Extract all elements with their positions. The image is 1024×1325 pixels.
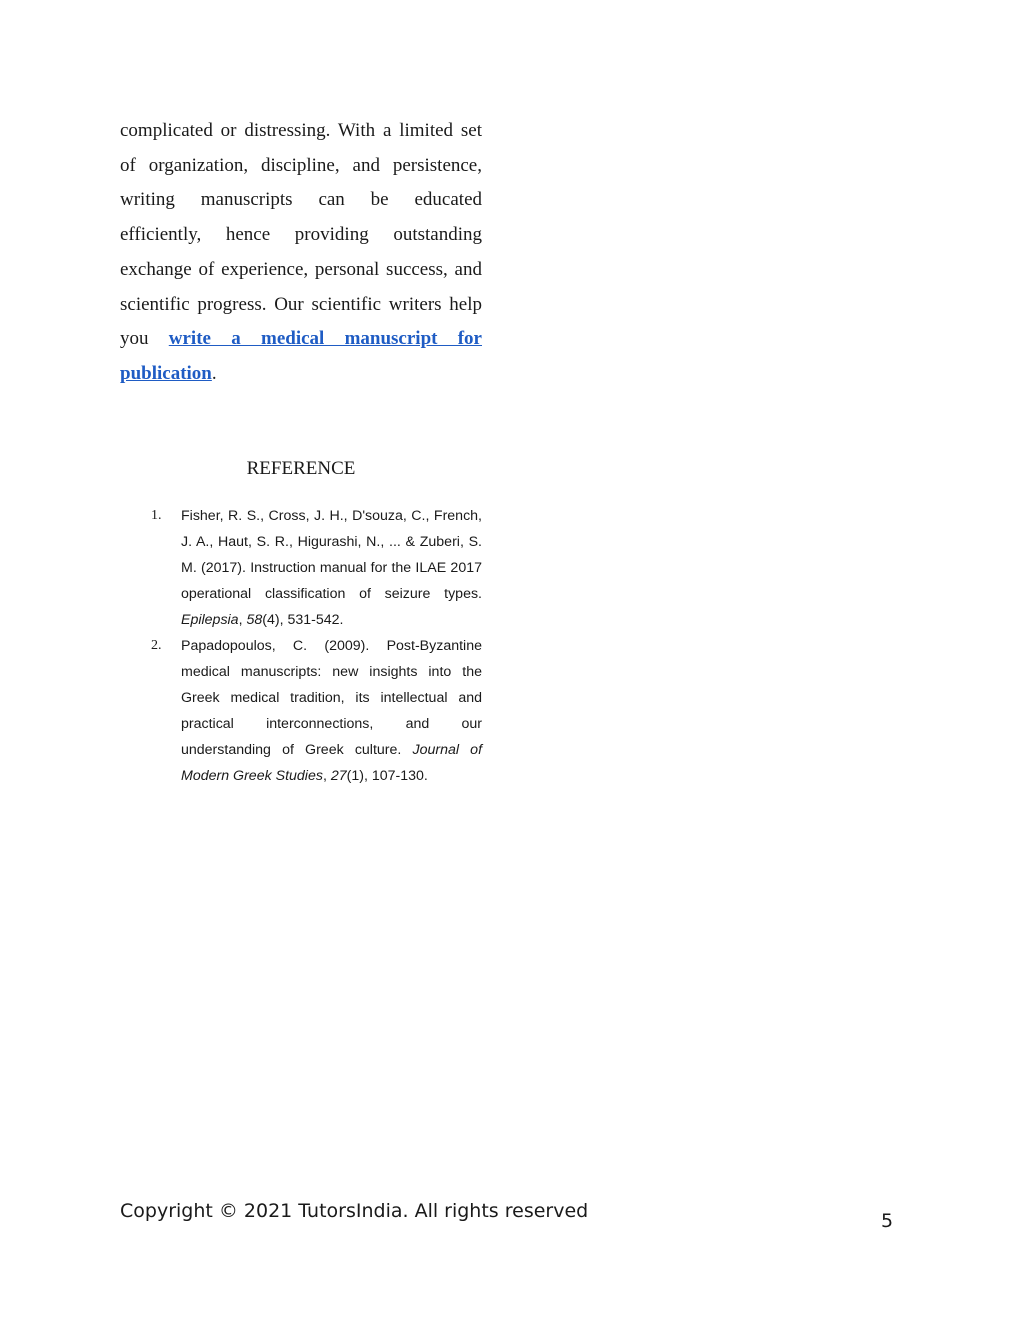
page-number: 5 [881,1210,894,1232]
footer-copyright: Copyright © 2021 TutorsIndia. All rights reserved [120,1200,589,1222]
reference-list [120,503,482,789]
reference-journal: Journal of Modern Greek Studies [181,742,483,784]
reference-number: 2. [151,638,162,653]
reference-volume: 27 [330,768,347,784]
reference-number: 1. [151,508,162,523]
reference-item-1 [120,503,482,633]
reference-heading: REFERENCE [246,458,356,479]
reference-separator: , [322,768,331,784]
reference-item-2 [120,633,482,789]
body-paragraph [120,114,482,392]
body-text-intro: complicated or distressing. With a limited set of organization, discipline, and persistence, writing manuscripts can be educated efficiently, hence providing outstanding exchange of experience, personal success, and scientific progress. Our scientific writers help you [120,120,482,350]
reference-pages: (4), 531-542. [262,612,344,628]
reference-journal: Epilepsia [181,612,239,628]
reference-citation: Papadopoulos, C. (2009). Post-Byzantine medical manuscripts: new insights into the Greek medical tradition, its intellectual and practical interconnections, and our understanding of Greek culture. [181,638,482,758]
reference-pages: (1), 107-130. [346,768,428,784]
manuscript-publication-link[interactable]: write a medical manuscript for publication [120,328,482,384]
reference-separator: , [238,612,247,628]
reference-volume: 58 [246,612,263,628]
reference-citation: Fisher, R. S., Cross, J. H., D'souza, C., French, J. A., Haut, S. R., Higurashi, N., ... & Zuberi, S. M. (2017). Instruction manual for the ILAE 2017 operational classification of seizure types. [181,508,482,602]
body-text-end: . [211,362,217,384]
